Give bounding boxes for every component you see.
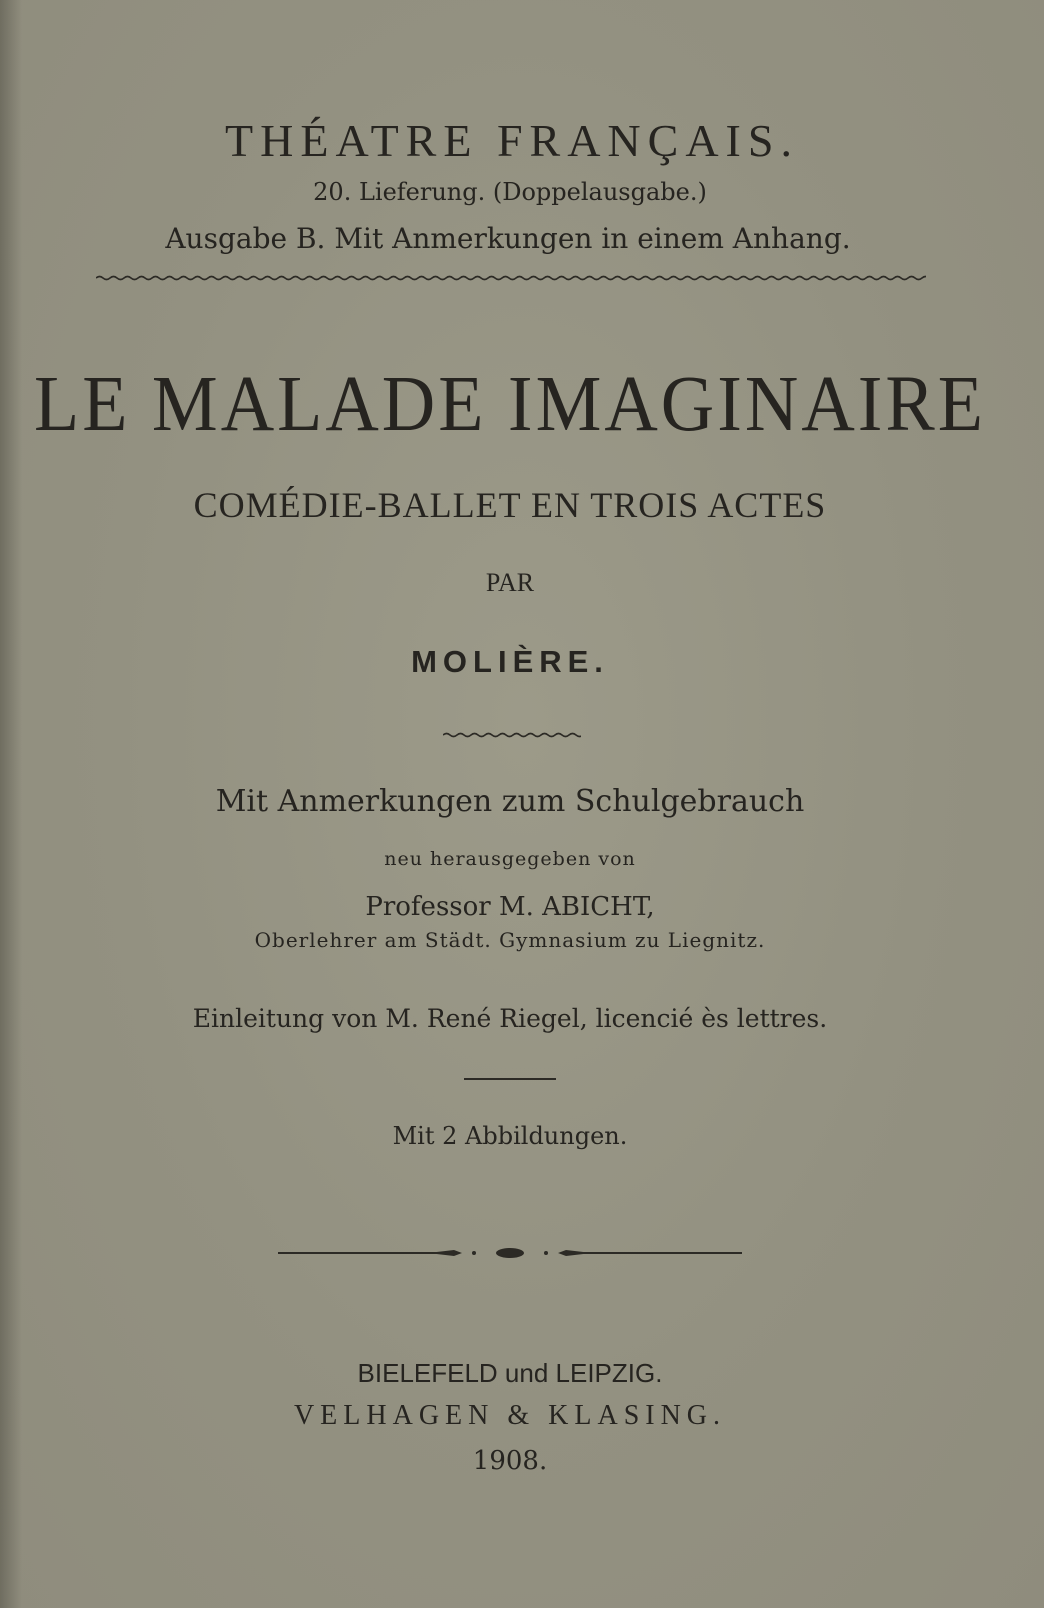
ornamental-rule <box>278 1244 742 1262</box>
publisher-name: VELHAGEN & KLASING. <box>293 1400 727 1431</box>
wavy-divider-middle <box>443 730 581 740</box>
introduction-line: Einleitung von M. René Riegel, licencié ès lettres. <box>192 1004 828 1033</box>
edition-info: Ausgabe B. Mit Anmerkungen in einem Anhang. <box>165 222 851 255</box>
publisher-place: BIELEFELD und LEIPZIG. <box>357 1358 663 1388</box>
illustrations-line: Mit 2 Abbildungen. <box>392 1122 628 1150</box>
author-name: MOLIÈRE. <box>411 644 609 679</box>
par-label: PAR <box>485 568 535 597</box>
short-rule <box>464 1078 556 1080</box>
publication-year: 1908. <box>472 1446 548 1476</box>
wavy-divider-top <box>96 272 926 284</box>
play-subtitle: COMÉDIE-BALLET EN TROIS ACTES <box>193 485 827 525</box>
edited-by-line: neu herausgegeben von <box>384 848 636 870</box>
editor-name: Professor M. ABICHT, <box>365 892 655 922</box>
delivery-info: 20. Lieferung. (Doppelausgabe.) <box>313 178 707 206</box>
series-title: THÉATRE FRANÇAIS. <box>225 115 799 166</box>
annotations-line: Mit Anmerkungen zum Schulgebrauch <box>215 784 805 819</box>
play-title: LE MALADE IMAGINAIRE <box>34 359 986 449</box>
editor-role: Oberlehrer am Städt. Gymnasium zu Liegnitz. <box>254 928 766 952</box>
